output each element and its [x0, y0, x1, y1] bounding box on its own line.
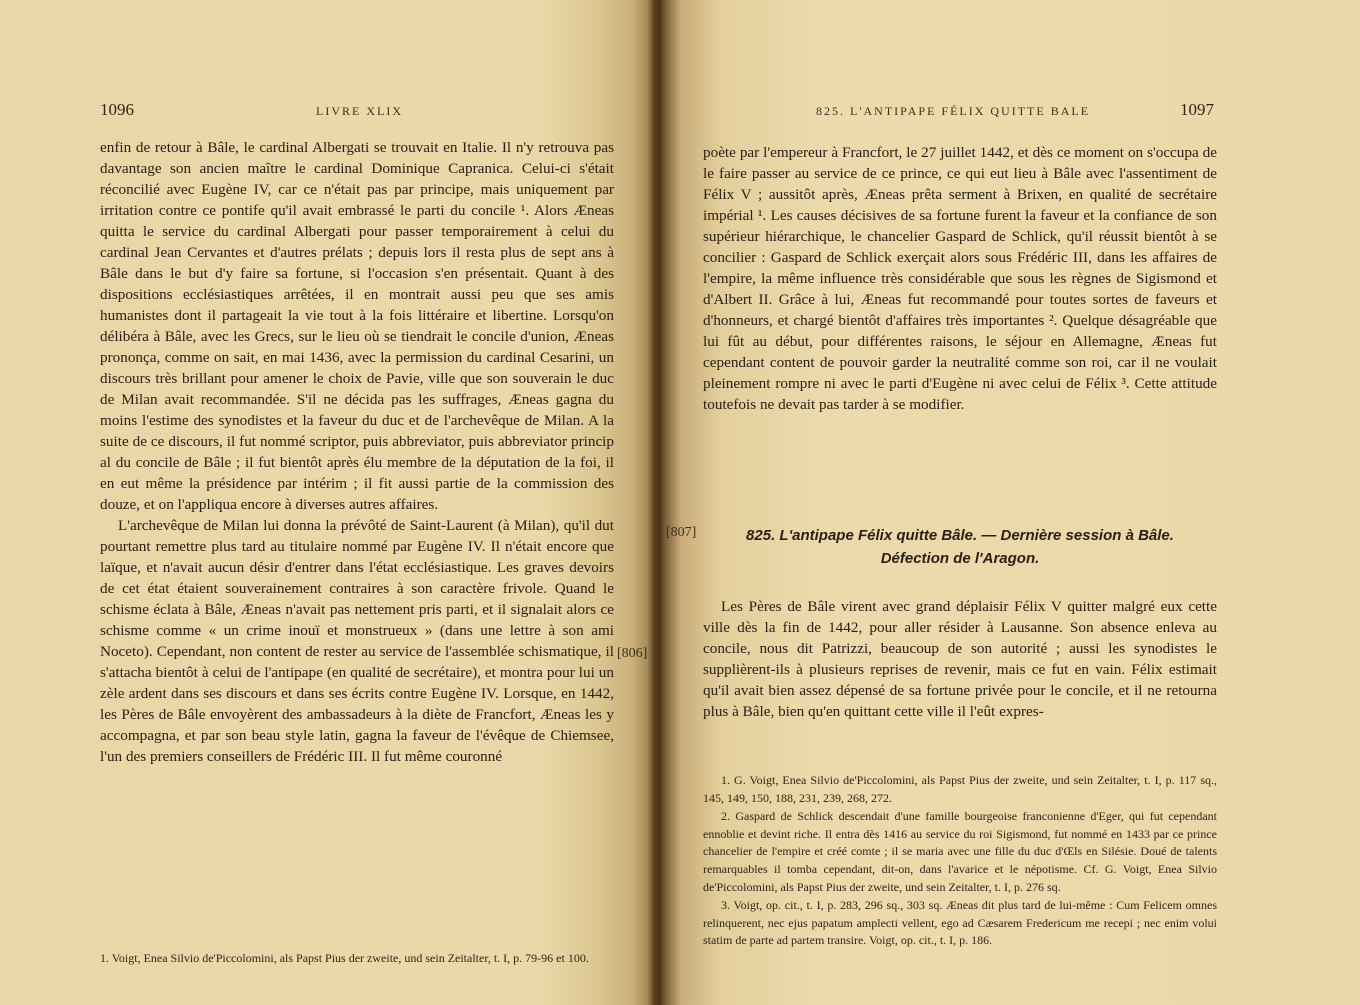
- margin-reference: [807]: [666, 525, 697, 540]
- right-page: [660, 0, 1360, 1005]
- margin-reference: [806]: [617, 646, 648, 661]
- paragraph: Les Pères de Bâle virent avec grand déplaisir Félix V quitter malgré eux cette ville dès la fin de 1442, pour aller résider à Lausanne. Son absence enleva au concile, nous dit Patrizzi, beaucoup de son autorité ; aussi les synodistes le supplièrent-ils à plusieurs reprises de revenir, mais ce fut en vain. Félix estimait qu'il avait bien assez dépensé de sa fortune privée pour le concile, et il ne retourna plus à Bâle, bien qu'en quittant cette ville il l'eût expres-: [703, 598, 1217, 720]
- paragraph: enfin de retour à Bâle, le cardinal Albergati se trouvait en Italie. Il n'y retrouva pas davantage son ancien maître le cardinal Dominique Capranica. Celui-ci s'était réconcilié avec Eugène IV, car ce n'était pas par principe, mais uniquement par irritation contre ce pontife qu'il avait embrassé le parti du concile ¹. Alors Æneas quitta le service du cardinal Albergati pour passer temporairement à celui du cardinal Jean Cervantes et d'autres prélats ; depuis lors il resta plus de sept ans à Bâle dans le but d'y faire sa fortune, si l'occasion s'en présentait. Quant à des dispositions ecclésiastiques arrêtées, il en montrait aussi peu que ses amis humanistes dont il partageait la vie tout à la fois littéraire et libertine. Lorsqu'on délibéra à Bâle, avec les Grecs, sur le lieu où se tiendrait le concile d'union, Æneas prononça, comme on sait, en mai 1436, avec la permission du cardinal Cesarini, un discours très brillant pour amener le choix de Pavie, ville que son souverain le duc de Milan avait recommandée. S'il ne décida pas les suffrages, Æneas gagna du moins l'estime des synodistes et la faveur du duc et de l'archevêque de Milan. A la suite de ce discours, il fut nommé scriptor, puis abbreviator, puis abbreviator princip al du concile de Bâle ; il fut bientôt après élu membre de la députation de la foi, il en eut même la présidence par intérim ; il fit aussi partie de la commission des douze, et on l'appliqua encore à diverses autres affaires.: [100, 139, 614, 513]
- section-title-line: Défection de l'Aragon.: [880, 550, 1040, 567]
- page-number: 1097: [1180, 100, 1214, 119]
- left-body: [100, 137, 614, 767]
- footnote: 2. Gaspard de Schlick descendait d'une famille bourgeoise franconienne d'Eger, qui fut cependant ennoblie et devint riche. Il entra dès 1416 au service du roi Sigismond, fut nommé en 1433 par ce prince chancelier de l'empire et créé comte ; il se maria avec une fille du duc d'Œls en Silésie. Doué de talents remarquables il tomba cependant, dit-on, dans l'avarice et le népotisme. Cf. G. Voigt, Enea Silvio de'Piccolomini, als Papst Pius der zweite, und sein Zeitalter, t. I, p. 276 sq.: [703, 809, 1217, 894]
- footnote: 3. Voigt, op. cit., t. I, p. 283, 296 sq., 303 sq. Æneas dit plus tard de lui-même : Cum Felicem omnes relinquerent, nec ejus papatum amplecti vellent, ego ad Cæsarem Fredericum me recepi ; nec enim volui statim de parte ad partem transire. Voigt, op. cit., t. I, p. 186.: [703, 898, 1217, 948]
- paragraph: L'archevêque de Milan lui donna la prévôté de Saint-Laurent (à Milan), qu'il dut pourtant remettre plus tard au titulaire nommé par Eugène IV. Il n'était encore que laïque, et n'avait aucun désir d'entrer dans l'état ecclésiastique. Les graves devoirs de cet état étaient souverainement contraires à son caractère frivole. Quand le schisme éclata à Bâle, Æneas n'avait pas nettement pris parti, et il signalait alors ce schisme comme « un crime inouï et monstrueux » (dans une lettre à son ami Noceto). Cependant, non content de rester au service de l'assemblée schismatique, il s'attacha bientôt à celui de l'antipape (en qualité de secrétaire), et montra pour lui un zèle ardent dans ses discours et dans ses écrits contre Eugène IV. Lorsque, en 1442, les Pères de Bâle envoyèrent des ambassadeurs à la diète de Francfort, Æneas les y accompagna, et par son beau style latin, gagna la faveur de l'évêque de Chiemsee, l'un des premiers conseillers de Frédéric III. Il fut même couronné: [100, 517, 614, 765]
- paragraph: poète par l'empereur à Francfort, le 27 juillet 1442, et dès ce moment on s'occupa de le faire passer au service de ce prince, ce qui eut lieu à Bâle avec l'assentiment de Félix V ; aussitôt après, Æneas prêta serment à Brixen, en qualité de secrétaire impérial ¹. Les causes décisives de sa fortune furent la faveur et la confiance de son supérieur hiérarchique, le chancelier Gaspard de Schlick, qu'il réussit bientôt à se concilier : Gaspard de Schlick exerçait alors sous Frédéric III, dans les affaires de l'empire, la même influence très considérable que sous les règnes de Sigismond et d'Albert II. Grâce à lui, Æneas fut recommandé pour toutes sortes de faveurs et d'honneurs, et chargé bientôt d'affaires très importantes ². Quelque désagréable que lui fût au début, pour différentes raisons, le séjour en Allemagne, Æneas fut cependant content de pouvoir garder la neutralité comme son roi, car il ne voulait pleinement rompre ni avec le parti d'Eugène ni avec celui de Félix ³. Cette attitude toutefois ne devait pas tarder à se modifier.: [703, 144, 1217, 413]
- section-title: [703, 524, 1217, 570]
- left-page: [0, 0, 660, 1005]
- left-footnotes: [100, 950, 612, 969]
- right-footnotes: [703, 772, 1217, 951]
- footnote: 1. Voigt, Enea Silvio de'Piccolomini, als Papst Pius der zweite, und sein Zeitalter, t. I, p. 79-96 et 100.: [100, 951, 589, 965]
- running-head: 825. L'ANTIPAPE FÉLIX QUITTE BALE: [816, 104, 1091, 118]
- running-head: LIVRE XLIX: [316, 104, 403, 118]
- section-title-line: 825. L'antipape Félix quitte Bâle. — Dernière session à Bâle.: [746, 527, 1174, 544]
- page-number: 1096: [100, 100, 134, 119]
- right-body-top: [703, 142, 1217, 415]
- right-body-bottom: [703, 596, 1217, 722]
- footnote: 1. G. Voigt, Enea Silvio de'Piccolomini, als Papst Pius der zweite, und sein Zeitalter, t. I, p. 117 sq., 145, 149, 150, 188, 231, 239, 268, 272.: [703, 773, 1217, 805]
